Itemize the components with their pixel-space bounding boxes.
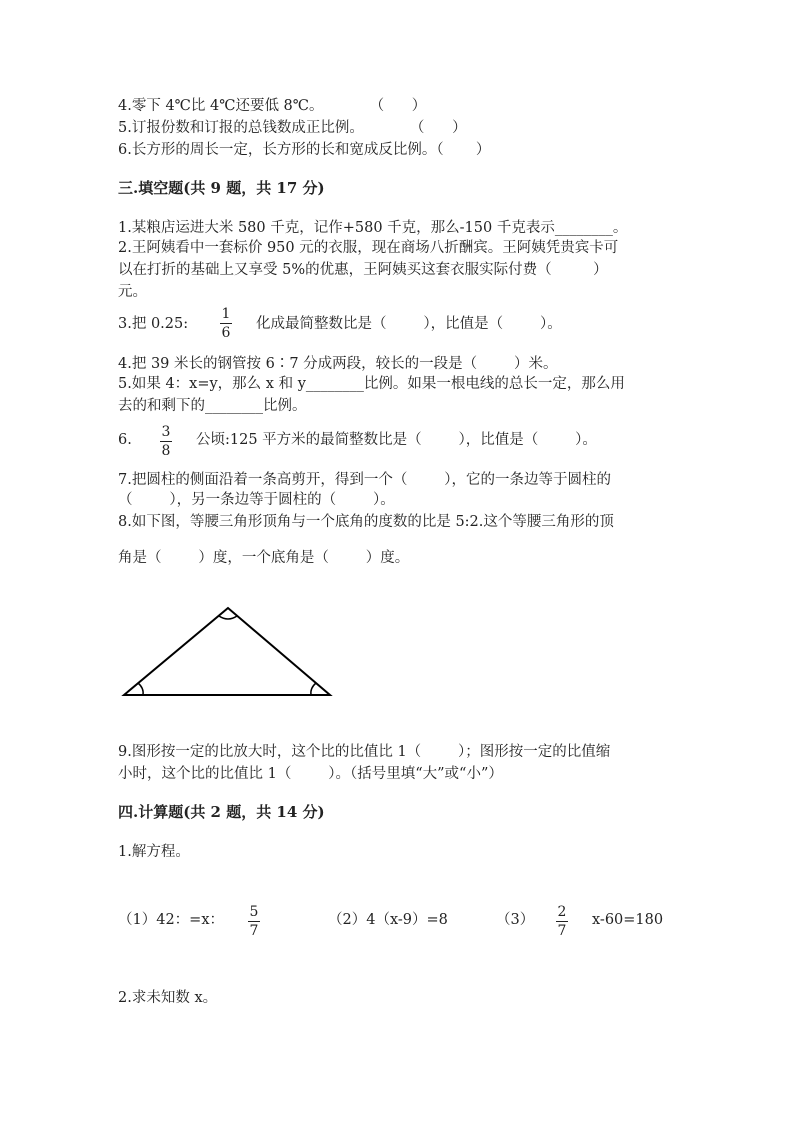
fill-q8-line2: 角是（ ）度，一个底角是（ ）度。 [118,550,410,566]
calc-q1: 1.解方程。 [118,844,190,860]
apex-angle-arc [219,616,237,619]
fill-q3-suffix: 化成最简整数比是（ ），比值是（ ）。 [256,316,562,332]
section4-heading: 四.计算题(共 2 题，共 14 分) [118,803,325,821]
equation-3-prefix: （3） [496,912,535,928]
fill-q4: 4.把 39 米长的钢管按 6∶7 分成两段，较长的一段是（ ）米。 [118,356,558,372]
fraction-numerator: 3 [161,424,171,440]
fill-q5-line2: 去的和剩下的________比例。 [118,398,307,414]
fraction-bar [220,323,232,324]
base-left-angle-arc [138,683,143,695]
calc-q2: 2.求未知数 x。 [118,990,218,1006]
judgment-q5: 5.订报份数和订报的总钱数成正比例。 （ ） [118,120,467,136]
fill-q3-prefix: 3.把 0.25: [118,316,189,332]
fill-q9-line2: 小时，这个比的比值比 1（ ）。（括号里填“大”或“小”） [118,766,503,782]
equation-3-suffix: x-60=180 [592,912,664,928]
fraction-numerator: 2 [557,904,567,920]
fill-q2-line2: 以在打折的基础上又享受 5%的优惠，王阿姨买这套衣服实际付费（ ） [118,262,608,278]
fraction-bar [248,921,260,922]
fill-q1: 1.某粮店运进大米 580 千克，记作+580 千克，那么-150 千克表示________。 [118,220,628,236]
base-right-angle-arc [311,683,316,695]
fill-q6-suffix: 公顷:125 平方米的最简整数比是（ ），比值是（ ）。 [196,432,597,448]
isosceles-triangle-figure [118,600,338,700]
fill-q7-line1: 7.把圆柱的侧面沿着一条高剪开，得到一个（ ），它的一条边等于圆柱的 [118,472,611,488]
fraction-numerator: 1 [221,306,231,322]
fraction-bar [556,921,568,922]
fraction-denominator: 6 [221,325,231,341]
fill-q8-line1: 8.如下图，等腰三角形顶角与一个底角的度数的比是 5:2.这个等腰三角形的顶 [118,514,614,530]
fill-q3-fraction [217,306,235,341]
fill-q9-line1: 9.图形按一定的比放大时，这个比的比值比 1（ ）；图形按一定的比值缩 [118,744,611,760]
triangle-outline [124,608,330,695]
fill-q6-fraction [157,424,175,459]
fraction-numerator: 5 [249,904,259,920]
equation-1-fraction [245,904,263,939]
equation-2: （2）4（x-9）=8 [328,912,448,928]
fill-q6-prefix: 6. [118,432,132,448]
fraction-denominator: 7 [249,923,259,939]
fraction-bar [160,441,172,442]
judgment-q6: 6.长方形的周长一定，长方形的长和宽成反比例。（ ） [118,142,491,158]
fill-q5-line1: 5.如果 4：x=y，那么 x 和 y________比例。如果一根电线的总长一定，那么用 [118,376,625,392]
judgment-q4: 4.零下 4℃比 4℃还要低 8℃。 （ ） [118,98,427,114]
fill-q2-line1: 2.王阿姨看中一套标价 950 元的衣服，现在商场八折酬宾。王阿姨凭贵宾卡可 [118,240,619,256]
fraction-denominator: 7 [557,923,567,939]
section3-heading: 三.填空题(共 9 题，共 17 分) [118,179,325,197]
equation-1-prefix: （1）42：=x： [118,912,225,928]
fill-q7-line2: （ ），另一条边等于圆柱的（ ）。 [118,492,395,508]
fraction-denominator: 8 [161,443,171,459]
fill-q2-line3: 元。 [118,284,147,300]
equation-3-fraction [553,904,571,939]
